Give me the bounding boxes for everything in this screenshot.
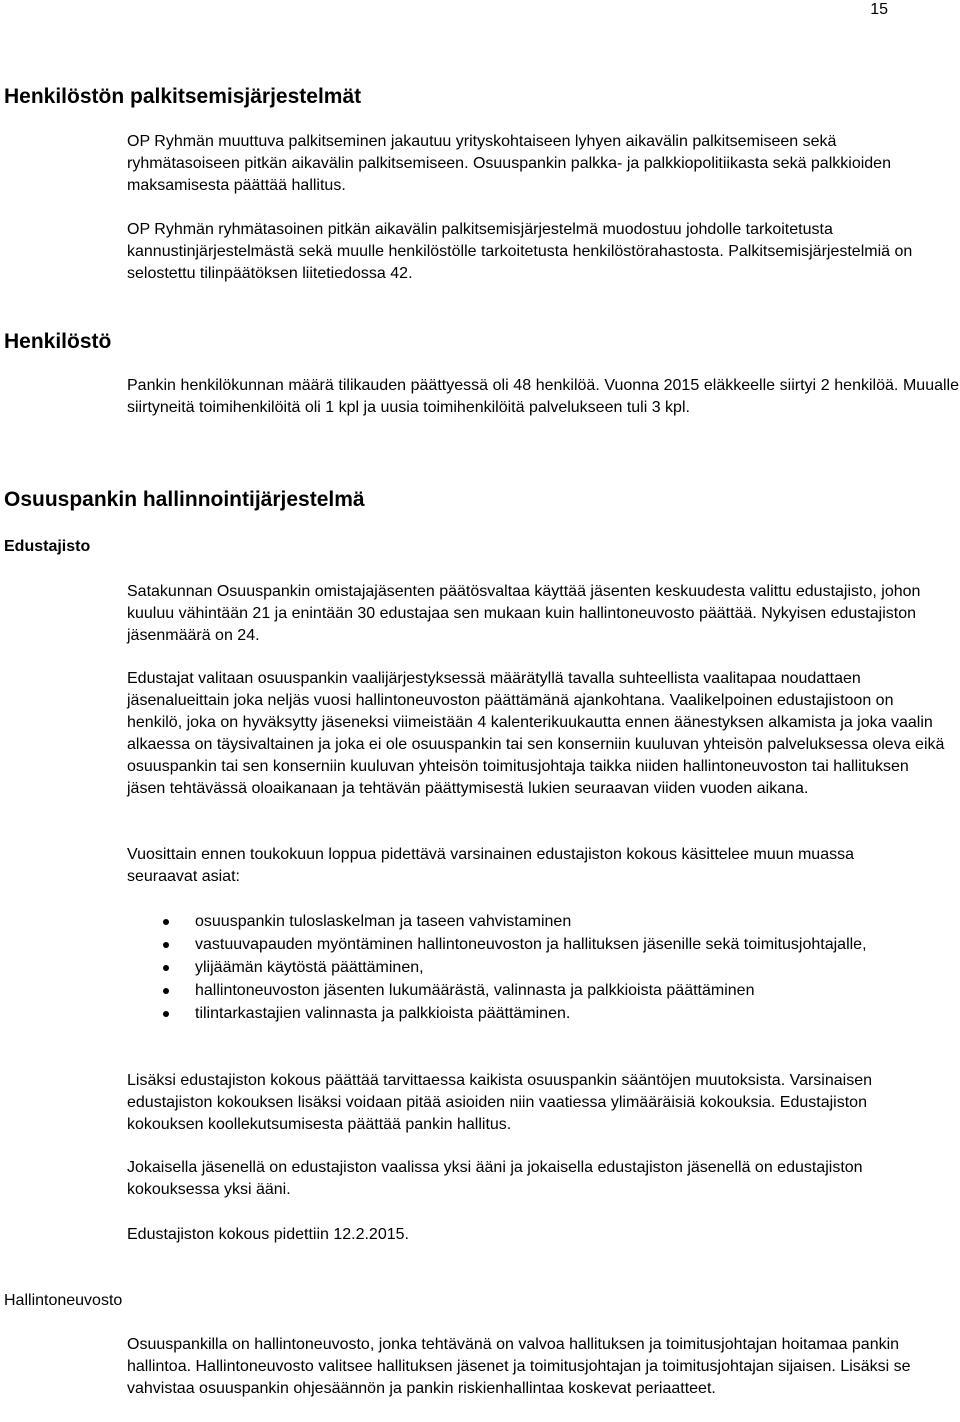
list-item-text: osuuspankin tuloslaskelman ja taseen vahvistaminen (195, 913, 572, 930)
bullet-icon (163, 942, 169, 948)
paragraph-palkitseminen-1: OP Ryhmän muuttuva palkitseminen jakautuu yrityskohtaiseen lyhyen aikavälin palkitsemiseen sekä ryhmätasoiseen pitkän aikavälin palkitsemiseen. Osuuspankin palkka- ja palkkiopolitiikasta sekä palkkioiden maksamisesta päättää hallitus. (127, 133, 891, 194)
heading-edustajisto: Edustajisto (4, 538, 91, 555)
agenda-list (127, 911, 907, 1026)
list-item-text: ylijäämän käytöstä päättäminen, (195, 959, 424, 976)
paragraph-edustajisto-1: Satakunnan Osuuspankin omistajajäsenten päätösvaltaa käyttää jäsenten keskuudesta valittu edustajisto, johon kuuluu vähintään 21 ja enintään 30 edustajaa sen mukaan kuin hallintoneuvosto päättää. Nykyisen edustajiston jäsenmäärä on 24. (127, 583, 921, 644)
list-item-text: vastuuvapauden myöntäminen hallintoneuvoston ja hallituksen jäsenille sekä toimitusjohtajalle, (195, 936, 867, 953)
paragraph-edustajisto-6: Edustajiston kokous pidettiin 12.2.2015. (127, 1226, 409, 1243)
list-item (127, 934, 907, 956)
list-item-text: tilintarkastajien valinnasta ja palkkioista päättäminen. (195, 1005, 571, 1022)
heading-palkitsemisjarjestelmat: Henkilöstön palkitsemisjärjestelmät (4, 85, 362, 108)
list-item (127, 911, 907, 933)
paragraph-edustajisto-5: Jokaisella jäsenellä on edustajiston vaalissa yksi ääni ja jokaisella edustajiston jäsenellä on edustajiston kokouksessa yksi ääni. (127, 1159, 863, 1198)
bullet-icon (163, 988, 169, 994)
paragraph-hallintoneuvosto: Osuuspankilla on hallintoneuvosto, jonka tehtävänä on valvoa hallituksen ja toimitusjohtajan hoitamaa pankin hallintoa. Hallintoneuvosto valitsee hallituksen jäsenet ja toimitusjohtajan ja toimitusjohtajan sijaisen. Lisäksi se vahvistaa osuuspankin ohjesäännön ja pankin riskienhallintaa koskevat periaatteet. (127, 1336, 911, 1397)
paragraph-palkitseminen-2: OP Ryhmän ryhmätasoinen pitkän aikavälin palkitsemisjärjestelmä muodostuu johdolle tarkoitetusta kannustinjärjestelmästä sekä muulle henkilöstölle tarkoitetusta henkilöstörahastosta. Palkitsemisjärjestelmiä on selostettu tilinpäätöksen liitetiedossa 42. (127, 221, 913, 282)
heading-hallintoneuvosto: Hallintoneuvosto (4, 1292, 123, 1309)
bullet-icon (163, 919, 169, 925)
heading-henkilosto: Henkilöstö (4, 330, 112, 353)
heading-hallinnointijarjestelma: Osuuspankin hallinnointijärjestelmä (4, 488, 365, 511)
page-number: 15 (870, 1, 888, 18)
list-item (127, 1003, 907, 1025)
paragraph-henkilosto: Pankin henkilökunnan määrä tilikauden päättyessä oli 48 henkilöä. Vuonna 2015 eläkkeelle siirtyi 2 henkilöä. Muualle siirtyneitä toimihenkilöitä oli 1 kpl ja uusia toimihenkilöitä palvelukseen tuli 3 kpl. (127, 377, 959, 416)
bullet-icon (163, 1011, 169, 1017)
paragraph-edustajisto-4: Lisäksi edustajiston kokous päättää tarvittaessa kaikista osuuspankin sääntöjen muutoksista. Varsinaisen edustajiston kokouksen lisäksi voidaan pitää asioiden niin vaatiessa ylimääräisiä kokouksia. Edustajiston kokouksen koollekutsumisesta päättää pankin hallitus. (127, 1072, 873, 1133)
paragraph-edustajisto-2: Edustajat valitaan osuuspankin vaalijärjestyksessä määrätyllä tavalla suhteellista vaalitapaa noudattaen jäsenalueittain joka neljäs vuosi hallintoneuvoston päättämänä ajankohtana. Vaalikelpoinen edustajistoon on henkilö, joka on hyväksytty jäseneksi viimeistään 4 kalenterikuukautta ennen äänestyksen alkamista ja joka vaalin alkaessa on täysivaltainen ja joka ei ole osuuspankin tai sen konserniin kuuluvan yhteisön palveluksessa oleva eikä osuuspankin tai sen konserniin kuuluvan yhteisön toimitusjohtaja taikka niiden hallintoneuvoston tai hallituksen jäsen tehtävässä oloaikanaan ja tehtävän päättymisestä lukien seuraavan viiden vuoden aikana. (127, 670, 945, 797)
list-item (127, 957, 907, 979)
list-item-text: hallintoneuvoston jäsenten lukumäärästä, valinnasta ja palkkioista päättäminen (195, 982, 755, 999)
bullet-icon (163, 965, 169, 971)
paragraph-edustajisto-3: Vuosittain ennen toukokuun loppua pidettävä varsinainen edustajiston kokous käsittelee muun muassa seuraavat asiat: (127, 846, 854, 885)
list-item (127, 980, 907, 1002)
